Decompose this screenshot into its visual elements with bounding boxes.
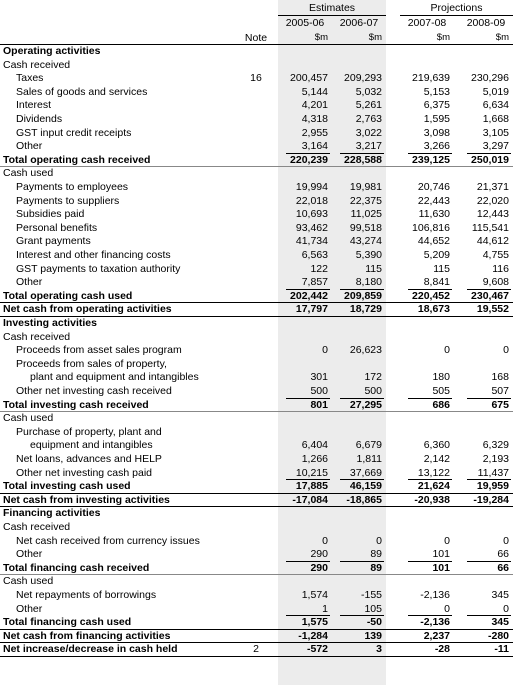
- row-label: Total investing cash used: [3, 480, 131, 493]
- row-value: 20,746: [417, 181, 450, 193]
- row-value: 3,098: [423, 126, 450, 139]
- table-row: [0, 113, 513, 125]
- row-value: 2,955: [301, 126, 328, 139]
- table-row: [0, 235, 513, 247]
- projections-group-rule: [400, 15, 513, 16]
- row-value: 675: [491, 398, 509, 411]
- row-value: 4,755: [482, 249, 509, 261]
- row-value: 1,266: [301, 453, 328, 465]
- row-label: Cash received: [3, 58, 71, 71]
- row-label: Grant payments: [16, 235, 91, 248]
- row-value: 2,193: [482, 453, 509, 465]
- row-value: 500: [310, 385, 328, 397]
- row-value: 10,215: [295, 466, 328, 479]
- row-value: 44,612: [476, 235, 509, 248]
- row-value: 200,457: [290, 72, 328, 85]
- category-heading: [0, 412, 513, 424]
- row-value: -2,136: [420, 589, 450, 601]
- row-label: Net cash from investing activities: [3, 493, 170, 506]
- row-value: 66: [497, 548, 509, 561]
- row-value: 18,673: [417, 303, 450, 316]
- row-value: 11,025: [350, 208, 382, 221]
- row-value: 5,209: [423, 249, 450, 261]
- row-value: 2,763: [355, 113, 382, 125]
- row-value: 0: [444, 602, 450, 615]
- year-header: 2008-09: [466, 17, 506, 29]
- subsection-rule: [0, 166, 513, 167]
- row-value: 2,142: [423, 453, 450, 465]
- row-value: -50: [366, 616, 382, 629]
- row-value: 11,437: [477, 466, 509, 479]
- row-value: 3,266: [423, 140, 450, 153]
- row-value: 2,237: [423, 629, 450, 642]
- row-label: Other net investing cash received: [16, 385, 172, 397]
- row-value: 0: [503, 602, 509, 615]
- table-row: [0, 195, 513, 207]
- row-value: 12,443: [476, 208, 509, 221]
- row-label: Cash used: [3, 412, 54, 425]
- row-value: 3: [376, 643, 382, 656]
- row-value: 19,994: [295, 181, 328, 193]
- section-heading: [0, 317, 513, 329]
- row-value: -2,136: [420, 616, 450, 629]
- subsection-rule: [0, 574, 513, 575]
- row-value: 139: [364, 629, 382, 642]
- row-value: 219,639: [412, 72, 450, 85]
- table-row: [0, 249, 513, 261]
- row-value: 22,018: [295, 194, 328, 207]
- row-label: Other: [16, 548, 43, 561]
- row-label: Financing activities: [3, 507, 101, 520]
- unit-label: $m: [314, 32, 328, 43]
- table-row: [0, 426, 513, 438]
- row-value: 19,981: [349, 181, 382, 193]
- table-row: [0, 99, 513, 111]
- row-label: plant and equipment and intangibles: [30, 371, 199, 384]
- row-label: Net cash from financing activities: [3, 629, 171, 642]
- row-label: Net cash received from currency issues: [16, 534, 200, 547]
- table-row: [0, 127, 513, 139]
- total-rule: [408, 289, 452, 290]
- table-row: [0, 263, 513, 275]
- row-value: 4,318: [301, 113, 328, 125]
- row-value: 301: [310, 371, 328, 384]
- row-label: Proceeds from asset sales program: [16, 344, 182, 357]
- row-label: GST payments to taxation authority: [16, 262, 181, 275]
- year-header: 2007-08: [407, 17, 447, 29]
- row-value: -17,084: [292, 493, 328, 506]
- row-label: Total operating cash received: [3, 153, 151, 166]
- row-value: 228,588: [344, 153, 382, 166]
- row-label: Purchase of property, plant and: [16, 425, 162, 438]
- row-value: 1,574: [301, 589, 328, 601]
- row-label: Net repayments of borrowings: [16, 589, 157, 601]
- total-rule: [340, 479, 384, 480]
- row-value: 6,404: [301, 439, 328, 452]
- row-value: 5,144: [301, 85, 328, 98]
- row-value: 21,371: [476, 181, 509, 193]
- row-value: 46,159: [349, 480, 382, 493]
- row-value: 505: [432, 385, 450, 397]
- total-rule: [467, 479, 511, 480]
- row-value: 122: [310, 262, 328, 275]
- net-row: [0, 303, 513, 315]
- row-value: 290: [310, 561, 328, 574]
- total-row: [0, 290, 513, 302]
- row-value: 3,105: [482, 126, 509, 139]
- total-rule: [408, 398, 452, 399]
- net-row: [0, 630, 513, 642]
- net-rule: [0, 642, 513, 643]
- total-rule: [286, 153, 330, 154]
- total-rule: [340, 615, 384, 616]
- row-value: -572: [306, 643, 328, 656]
- note-column-header: Note: [244, 32, 268, 44]
- row-value: 6,375: [423, 99, 450, 112]
- category-heading: [0, 575, 513, 587]
- row-label: Other net investing cash paid: [16, 466, 152, 479]
- row-label: Net increase/decrease in cash held: [3, 643, 178, 656]
- row-value: 89: [370, 561, 382, 574]
- total-rule: [408, 561, 452, 562]
- estimates-group-rule: [278, 15, 386, 16]
- table-row: [0, 276, 513, 288]
- row-value: 5,261: [355, 99, 382, 112]
- row-label: Total financing cash used: [3, 616, 132, 629]
- row-value: 3,022: [355, 126, 382, 139]
- row-value: 41,734: [295, 235, 328, 248]
- row-value: 6,329: [482, 439, 509, 452]
- year-header: 2006-07: [339, 17, 379, 29]
- row-value: 6,679: [355, 439, 382, 452]
- row-value: 1,575: [301, 616, 328, 629]
- row-label: Dividends: [16, 113, 63, 125]
- row-value: 115,541: [471, 221, 509, 234]
- net-rule: [0, 493, 513, 494]
- row-value: 0: [376, 534, 382, 547]
- row-label: Net cash from operating activities: [3, 303, 172, 316]
- row-value: 0: [322, 344, 328, 357]
- total-rule: [340, 398, 384, 399]
- row-value: 290: [310, 548, 328, 561]
- row-value: 5,032: [355, 85, 382, 98]
- category-heading: [0, 167, 513, 179]
- total-rule: [467, 398, 511, 399]
- table-row: [0, 140, 513, 152]
- table-row: [0, 453, 513, 465]
- row-label: Cash received: [3, 330, 71, 343]
- projections-group-header: Projections: [430, 2, 483, 14]
- row-value: 22,443: [417, 194, 450, 207]
- row-value: 6,360: [423, 439, 450, 452]
- row-label: Payments to employees: [16, 181, 129, 193]
- total-rule: [467, 289, 511, 290]
- table-row: [0, 371, 513, 383]
- unit-label: $m: [495, 32, 509, 43]
- row-value: 686: [432, 398, 450, 411]
- row-label: Payments to suppliers: [16, 194, 120, 207]
- row-label: Net loans, advances and HELP: [16, 453, 162, 465]
- row-value: 0: [503, 344, 509, 357]
- row-value: 250,019: [471, 153, 509, 166]
- net-rule: [0, 656, 513, 657]
- row-value: 1: [322, 602, 328, 615]
- row-value: -11: [494, 643, 509, 656]
- row-label: Total operating cash used: [3, 289, 133, 302]
- row-value: 19,552: [476, 303, 509, 316]
- row-value: 4,201: [301, 99, 328, 112]
- row-value: -155: [360, 589, 382, 601]
- row-value: 172: [364, 371, 382, 384]
- row-value: 3,217: [355, 140, 382, 153]
- row-value: 11,630: [418, 208, 450, 221]
- table-row: [0, 181, 513, 193]
- row-value: 5,153: [423, 85, 450, 98]
- table-row: [0, 439, 513, 451]
- row-value: 220,452: [412, 289, 450, 302]
- row-label: Taxes: [16, 72, 44, 85]
- total-row: [0, 616, 513, 628]
- row-value: 202,442: [290, 289, 328, 302]
- row-value: 99,518: [349, 221, 382, 234]
- row-value: 500: [364, 385, 382, 397]
- row-value: 220,239: [290, 153, 328, 166]
- total-row: [0, 480, 513, 492]
- section-heading: [0, 507, 513, 519]
- row-value: -18,865: [346, 493, 382, 506]
- year-header: 2005-06: [285, 17, 325, 29]
- row-value: 115: [433, 262, 450, 275]
- row-value: 1,668: [482, 113, 509, 125]
- row-value: 115: [365, 262, 382, 275]
- unit-label: $m: [436, 32, 450, 43]
- row-label: Other: [16, 602, 43, 615]
- row-value: 0: [444, 534, 450, 547]
- table-row: [0, 385, 513, 397]
- row-value: 5,019: [482, 85, 509, 98]
- row-label: Investing activities: [3, 317, 97, 329]
- net-row: [0, 643, 513, 655]
- row-label: Cash used: [3, 167, 54, 180]
- row-value: 230,467: [471, 289, 509, 302]
- row-value: 3,164: [301, 140, 328, 153]
- total-rule: [467, 615, 511, 616]
- row-label: Operating activities: [3, 45, 101, 57]
- row-note: 2: [253, 643, 259, 656]
- category-heading: [0, 59, 513, 71]
- category-heading: [0, 331, 513, 343]
- total-rule: [408, 479, 452, 480]
- section-heading: [0, 45, 513, 57]
- total-rule: [286, 479, 330, 480]
- row-value: 6,563: [301, 249, 328, 261]
- row-value: 168: [491, 371, 509, 384]
- row-value: 5,390: [355, 249, 382, 261]
- net-rule: [0, 506, 513, 507]
- row-label: Personal benefits: [16, 221, 98, 234]
- row-value: 22,375: [349, 194, 382, 207]
- row-label: Proceeds from sales of property,: [16, 357, 167, 370]
- table-row: [0, 603, 513, 615]
- row-value: 43,274: [349, 235, 382, 248]
- row-label: Total investing cash received: [3, 398, 149, 411]
- table-row: [0, 467, 513, 479]
- net-rule: [0, 302, 513, 303]
- row-value: 0: [444, 344, 450, 357]
- row-value: -19,284: [473, 493, 509, 506]
- table-row: [0, 535, 513, 547]
- total-rule: [467, 153, 511, 154]
- net-row: [0, 494, 513, 506]
- row-value: 66: [497, 561, 509, 574]
- row-value: 6,634: [482, 99, 509, 112]
- net-rule: [0, 316, 513, 317]
- row-value: 27,295: [349, 398, 382, 411]
- total-rule: [408, 153, 452, 154]
- total-rule: [340, 153, 384, 154]
- row-value: 26,623: [349, 344, 382, 357]
- row-value: 8,180: [355, 276, 382, 289]
- row-value: 345: [491, 616, 509, 629]
- row-value: 106,816: [412, 221, 450, 234]
- row-value: 345: [491, 589, 509, 601]
- net-rule: [0, 629, 513, 630]
- row-label: Interest: [16, 99, 52, 112]
- row-value: 7,857: [301, 276, 328, 289]
- row-label: GST input credit receipts: [16, 126, 132, 139]
- row-label: Sales of goods and services: [16, 85, 148, 98]
- row-value: 209,293: [344, 72, 382, 85]
- row-value: 10,693: [295, 208, 328, 221]
- row-value: 180: [432, 371, 450, 384]
- row-value: 8,841: [423, 276, 450, 289]
- row-value: -280: [487, 629, 509, 642]
- table-row: [0, 344, 513, 356]
- row-note: 16: [250, 72, 262, 85]
- unit-label: $m: [368, 32, 382, 43]
- row-value: 1,595: [423, 113, 450, 125]
- total-rule: [286, 615, 330, 616]
- total-row: [0, 399, 513, 411]
- row-value: 19,959: [476, 480, 509, 493]
- row-value: 507: [491, 385, 509, 397]
- total-rule: [340, 561, 384, 562]
- row-value: 17,885: [295, 480, 328, 493]
- total-rule: [340, 289, 384, 290]
- row-value: 44,652: [417, 235, 450, 248]
- total-rule: [286, 561, 330, 562]
- row-value: 22,020: [476, 194, 509, 207]
- row-value: 101: [432, 548, 450, 561]
- row-label: Cash used: [3, 575, 54, 588]
- estimates-group-header: Estimates: [308, 2, 356, 14]
- row-value: 230,296: [471, 72, 509, 85]
- total-rule: [286, 289, 330, 290]
- row-label: Interest and other financing costs: [16, 249, 171, 261]
- row-label: Total financing cash received: [3, 561, 150, 574]
- row-value: -20,938: [414, 493, 450, 506]
- table-row: [0, 589, 513, 601]
- total-rule: [408, 615, 452, 616]
- row-value: 1,811: [356, 453, 382, 465]
- row-value: 3,297: [482, 140, 509, 153]
- row-value: 37,669: [349, 466, 382, 479]
- row-value: 21,624: [417, 480, 450, 493]
- row-value: 0: [322, 534, 328, 547]
- row-value: 89: [370, 548, 382, 561]
- row-value: 209,859: [344, 289, 382, 302]
- row-value: 105: [364, 602, 382, 615]
- row-value: 0: [503, 534, 509, 547]
- table-row: [0, 222, 513, 234]
- row-value: 17,797: [295, 303, 328, 316]
- row-value: 9,608: [482, 276, 509, 289]
- table-row: [0, 86, 513, 98]
- subsection-rule: [0, 411, 513, 412]
- row-value: 13,122: [417, 466, 450, 479]
- row-label: equipment and intangibles: [30, 439, 153, 452]
- row-label: Cash received: [3, 521, 71, 533]
- total-rule: [467, 561, 511, 562]
- row-value: 101: [432, 561, 450, 574]
- table-row: [0, 72, 513, 84]
- table-row: [0, 358, 513, 370]
- category-heading: [0, 521, 513, 533]
- row-value: 93,462: [295, 221, 328, 234]
- table-row: [0, 548, 513, 560]
- row-value: 239,125: [412, 153, 450, 166]
- row-value: -1,284: [298, 629, 328, 642]
- row-value: 801: [310, 398, 328, 411]
- row-value: 18,729: [349, 303, 382, 316]
- table-row: [0, 208, 513, 220]
- row-label: Subsidies paid: [16, 208, 85, 221]
- row-value: -28: [434, 643, 450, 656]
- row-label: Other: [16, 140, 43, 153]
- total-rule: [286, 398, 330, 399]
- row-label: Other: [16, 276, 43, 289]
- total-row: [0, 154, 513, 166]
- row-value: 116: [492, 262, 509, 275]
- total-row: [0, 562, 513, 574]
